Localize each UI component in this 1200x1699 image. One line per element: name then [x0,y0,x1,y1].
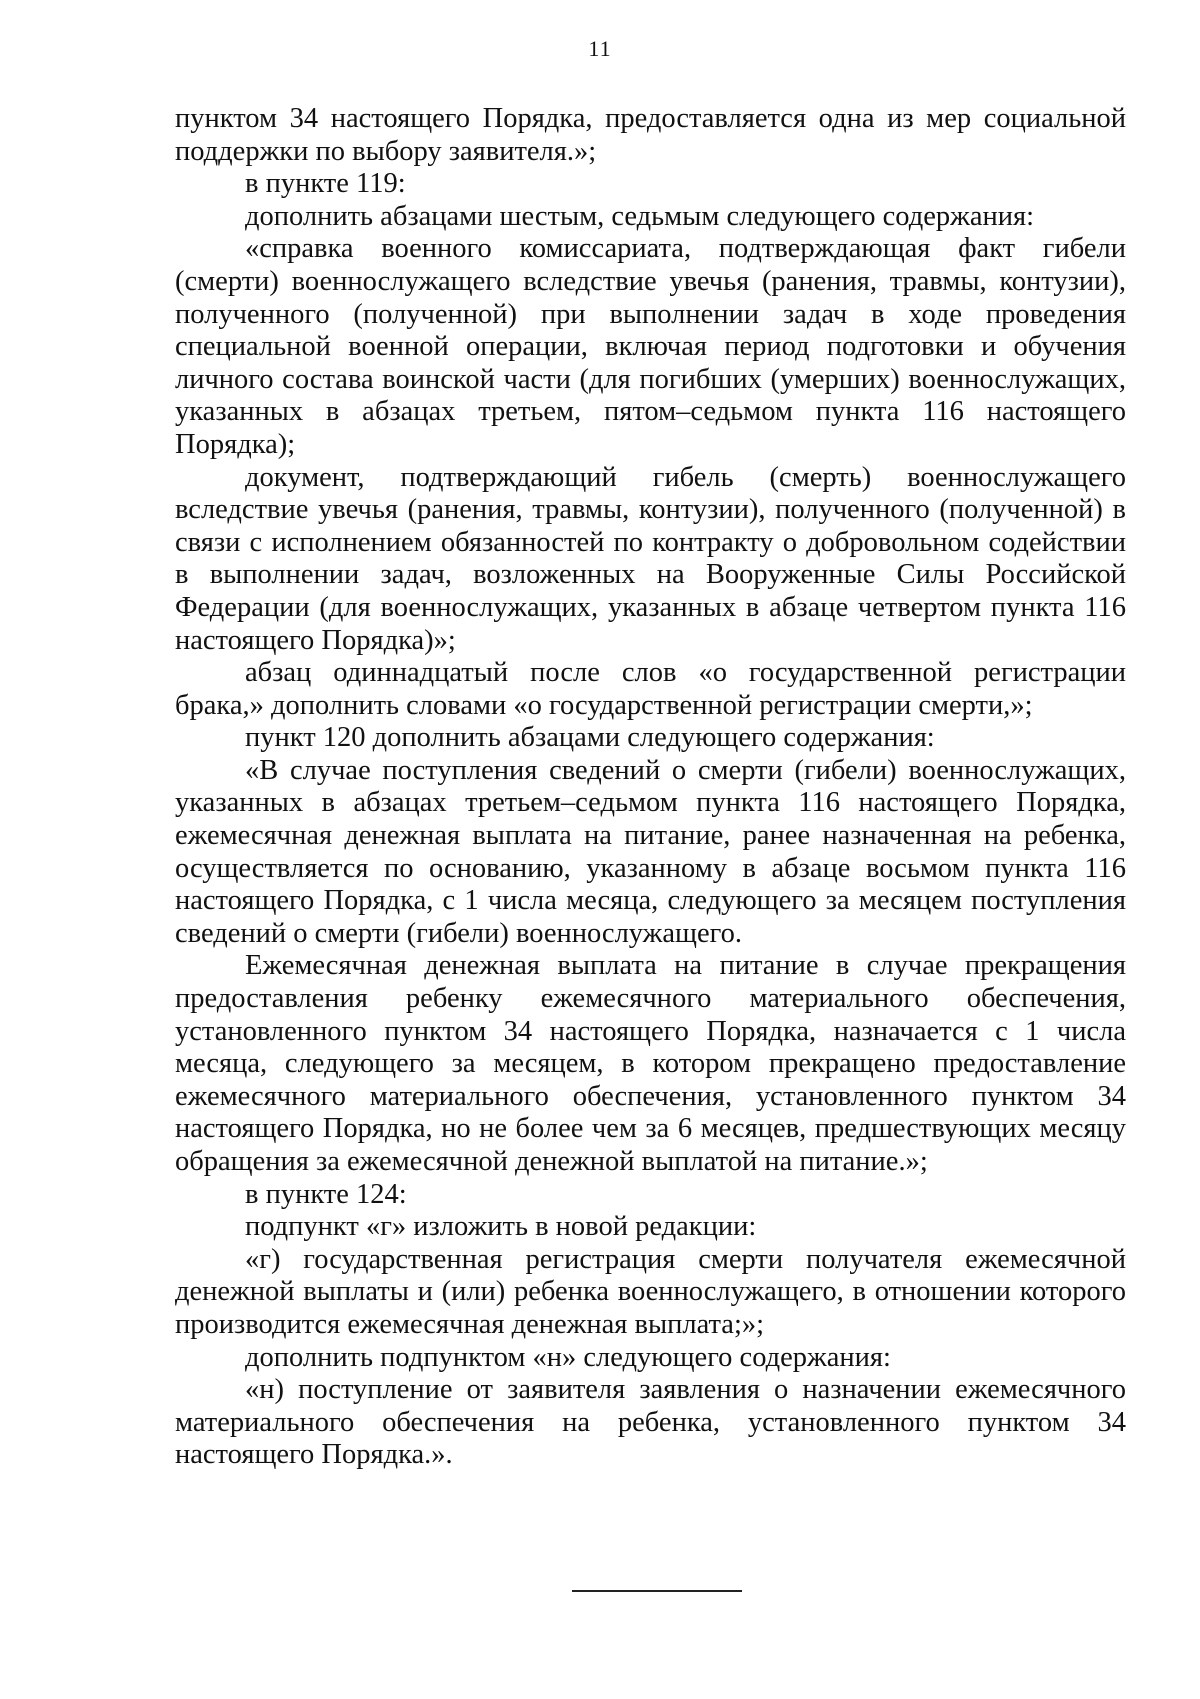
paragraph: Ежемесячная денежная выплата на питание в случае прекращения предоставления ребенку ежемесячного материального обеспечения, установленного пунктом 34 настоящего Порядка, назначается с 1 числа месяца, следующего за месяцем, в котором прекращено предоставление ежемесячного материального обеспечения, установленного пунктом 34 настоящего Порядка, но не более чем за 6 месяцев, предшествующих месяцу обращения за ежемесячной денежной выплатой на питание.»; [175,950,1126,1177]
end-of-document-rule [572,1590,742,1592]
paragraph: в пункте 124: [245,1178,407,1210]
paragraph: дополнить подпунктом «н» следующего содержания: [245,1341,891,1373]
paragraph: «н) поступление от заявителя заявления о назначении ежемесячного материального обеспечения на ребенка, установленного пунктом 34 настоящего Порядка.». [175,1374,1126,1471]
paragraph-continuation: пунктом 34 настоящего Порядка, предоставляется одна из мер социальной поддержки по выбору заявителя.»; [175,103,1126,167]
paragraph: «г) государственная регистрация смерти получателя ежемесячной денежной выплаты и (или) ребенка военнослужащего, в отношении которого производится ежемесячная денежная выплата;»; [175,1243,1126,1340]
paragraph: абзац одиннадцатый после слов «о государственной регистрации брака,» дополнить словами «о государственной регистрации смерти,»; [175,657,1126,721]
paragraph: дополнить абзацами шестым, седьмым следующего содержания: [245,200,1034,232]
paragraph: пункт 120 дополнить абзацами следующего содержания: [245,722,935,754]
paragraph: в пункте 119: [245,168,406,200]
paragraph: подпункт «г» изложить в новой редакции: [245,1211,757,1243]
document-body [175,103,1126,1472]
paragraph: документ, подтверждающий гибель (смерть) военнослужащего вследствие увечья (ранения, травмы, контузии), полученного (полученной) в связи с исполнением обязанностей по контракту о добровольном содействии в выполнении задач, возложенных на Вооруженные Силы Российской Федерации (для военнослужащих, указанных в абзаце четвертом пункта 116 настоящего Порядка)»; [175,461,1126,656]
paragraph: «справка военного комиссариата, подтверждающая факт гибели (смерти) военнослужащего вследствие увечья (ранения, травмы, контузии), полученного (полученной) при выполнении задач в ходе проведения специальной военной операции, включая период подготовки и обучения личного состава воинской части (для погибших (умерших) военнослужащих, указанных в абзацах третьем, пятом–седьмом пункта 116 настоящего Порядка); [175,233,1126,460]
page-number: 11 [588,36,612,61]
paragraph: «В случае поступления сведений о смерти (гибели) военнослужащих, указанных в абзацах третьем–седьмом пункта 116 настоящего Порядка, ежемесячная денежная выплата на питание, ранее назначенная на ребенка, осуществляется по основанию, указанному в абзаце восьмом пункта 116 настоящего Порядка, с 1 числа месяца, следующего за месяцем поступления сведений о смерти (гибели) военнослужащего. [175,754,1126,949]
